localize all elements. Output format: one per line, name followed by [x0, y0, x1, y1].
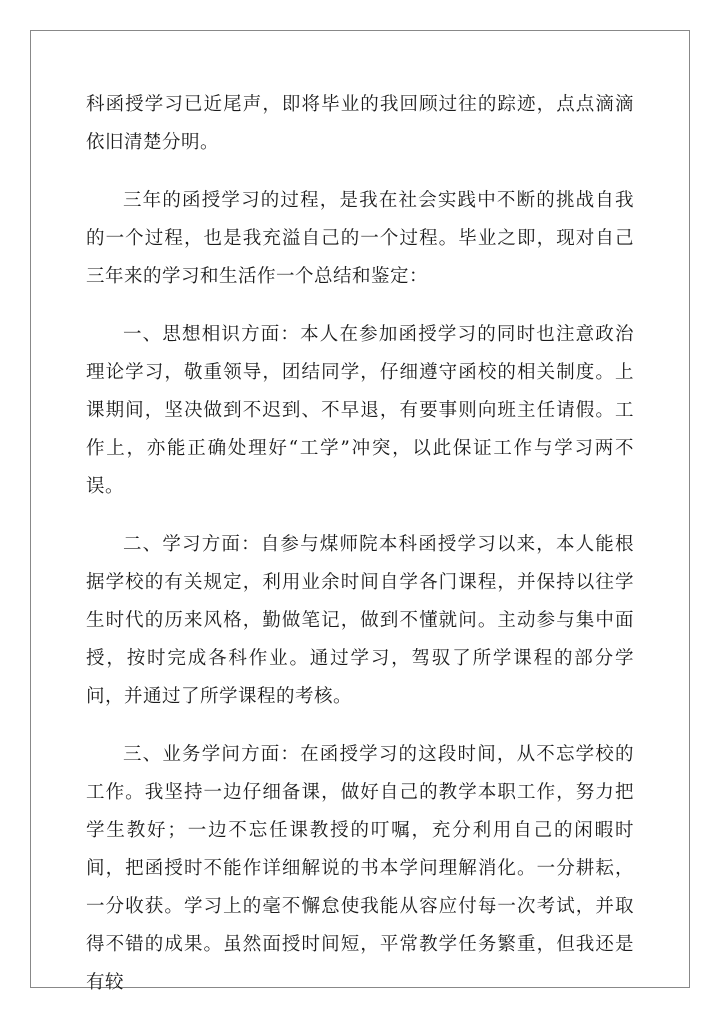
paragraph-professional: 三、业务学问方面：在函授学习的这段时间，从不忘学校的工作。我坚持一边仔细备课，做好自己的教学本职工作，努力把学生教好；一边不忘任课教授的叮嘱，充分利用自己的闲暇时间，把函授时不能作详细解说的书本学问理解消化。一分耕耘，一分收获。学习上的毫不懈怠使我能从容应付每一次考试，并取得不错的成果。虽然面授时间短，平常教学任务繁重，但我还是有较 [86, 744, 634, 993]
paragraph-study: 二、学习方面：自参与煤师院本科函授学习以来，本人能根据学校的有关规定，利用业余时间自学各门课程，并保持以往学生时代的历来风格，勤做笔记，做到不懂就问。主动参与集中面授，按时完成各科作业。通过学习，驾驭了所学课程的部分学问，并通过了所学课程的考核。 [86, 534, 634, 707]
document-body [86, 86, 634, 1002]
paragraph-ideology: 一、思想相识方面：本人在参加函授学习的同时也注意政治理论学习，敬重领导，团结同学，仔细遵守函校的相关制度。上课期间，坚决做到不迟到、不早退，有要事则向班主任请假。工作上，亦能正确处理好“工学”冲突，以此保证工作与学习两不误。 [86, 324, 634, 497]
paragraph-continuation: 科函授学习已近尾声，即将毕业的我回顾过往的踪迹，点点滴滴依旧清楚分明。 [86, 94, 634, 153]
paragraph-intro: 三年的函授学习的过程，是我在社会实践中不断的挑战自我的一个过程，也是我充溢自己的一个过程。毕业之即，现对自己三年来的学习和生活作一个总结和鉴定： [86, 190, 634, 287]
